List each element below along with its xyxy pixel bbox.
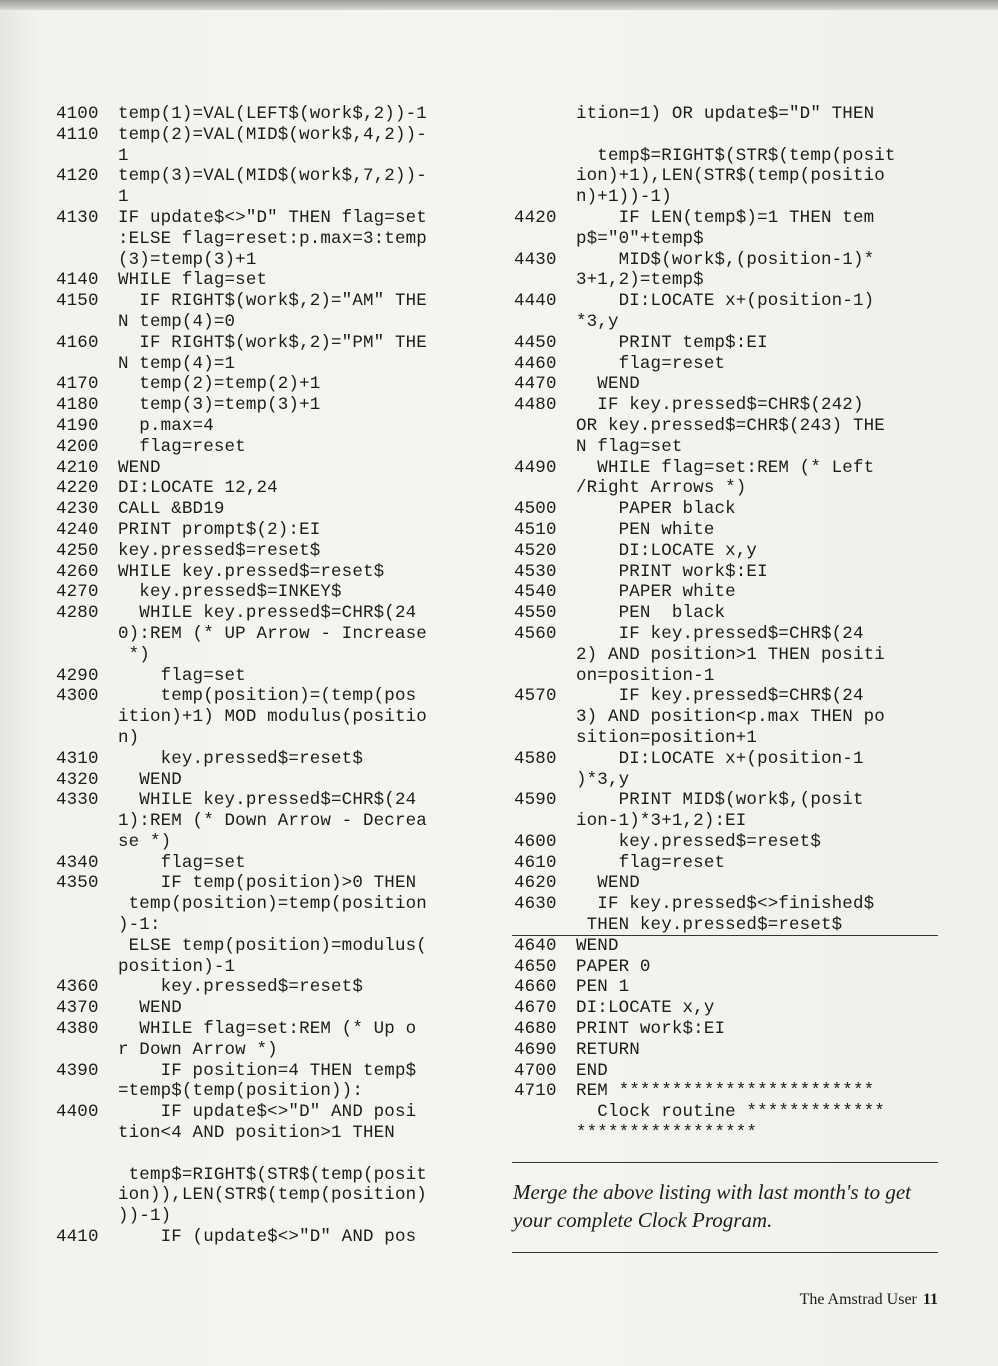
- code-line: [56, 1206, 486, 1227]
- line-number: 4670: [514, 998, 557, 1019]
- code-line: [56, 749, 486, 770]
- code-line: [56, 208, 486, 229]
- code-text: WHILE flag=set:REM (* Up o: [118, 1019, 417, 1040]
- code-line: [56, 645, 486, 666]
- code-line: [56, 270, 486, 291]
- code-line: [514, 790, 944, 811]
- line-number: 4210: [56, 457, 99, 478]
- line-number: 4590: [514, 790, 557, 811]
- code-text: 2) AND position>1 THEN positi: [576, 644, 885, 665]
- code-text: WHILE key.pressed$=reset$: [118, 561, 385, 582]
- code-text: 1: [118, 145, 129, 166]
- line-number: 4280: [56, 603, 99, 624]
- code-line: [514, 749, 944, 770]
- line-number: 4620: [514, 873, 557, 894]
- code-line: [514, 707, 944, 728]
- line-number: 4600: [514, 831, 557, 852]
- code-text: flag=reset: [576, 852, 726, 873]
- code-line: [514, 354, 944, 375]
- code-text: ))-1): [118, 1206, 172, 1227]
- code-line: [56, 977, 486, 998]
- code-line: [56, 1019, 486, 1040]
- code-line: [514, 312, 944, 333]
- code-line: [514, 873, 944, 894]
- code-line: [56, 707, 486, 728]
- line-number: 4450: [514, 332, 557, 353]
- code-text: IF (update$<>"D" AND pos: [118, 1227, 417, 1248]
- code-text: 0):REM (* UP Arrow - Increase: [118, 623, 427, 644]
- code-line: [514, 686, 944, 707]
- divider-rule-top: [512, 935, 938, 936]
- line-number: 4470: [514, 374, 557, 395]
- line-number: 4580: [514, 748, 557, 769]
- code-text: temp$=RIGHT$(STR$(temp(posit: [576, 145, 896, 166]
- code-text: IF update$<>"D" THEN flag=set: [118, 207, 427, 228]
- code-text: DI:LOCATE x,y: [576, 540, 758, 561]
- listing-left-column: [56, 104, 486, 1248]
- divider-rule-middle: [512, 1162, 938, 1163]
- code-text: OR key.pressed$=CHR$(243) THE: [576, 415, 885, 436]
- code-line: [56, 229, 486, 250]
- code-line: [514, 125, 944, 146]
- scan-top-edge: [0, 0, 998, 10]
- line-number: 4540: [514, 582, 557, 603]
- code-text: ition=1) OR update$="D" THEN: [576, 104, 875, 124]
- code-line: [56, 915, 486, 936]
- code-line: [56, 790, 486, 811]
- code-text: =temp$(temp(position)):: [118, 1081, 363, 1102]
- code-text: IF temp(position)>0 THEN: [118, 873, 417, 894]
- code-text: key.pressed$=reset$: [118, 977, 363, 998]
- line-number: 4610: [514, 852, 557, 873]
- code-line: [56, 582, 486, 603]
- code-line: [514, 499, 944, 520]
- code-text: 3) AND position<p.max THEN po: [576, 707, 885, 728]
- code-line: [514, 603, 944, 624]
- code-text: END: [576, 1060, 608, 1081]
- code-line: [514, 250, 944, 271]
- code-text: temp(3)=temp(3)+1: [118, 395, 321, 416]
- code-text: *): [118, 644, 150, 665]
- line-number: 4480: [514, 395, 557, 416]
- code-text: temp(2)=temp(2)+1: [118, 374, 321, 395]
- code-line: [514, 416, 944, 437]
- code-text: PAPER white: [576, 582, 736, 603]
- code-line: [56, 562, 486, 583]
- code-line: [514, 957, 944, 978]
- code-text: PRINT MID$(work$,(posit: [576, 790, 864, 811]
- line-number: 4250: [56, 540, 99, 561]
- code-text: PRINT prompt$(2):EI: [118, 519, 321, 540]
- code-line: [56, 1061, 486, 1082]
- code-line: [56, 354, 486, 375]
- line-number: 4240: [56, 519, 99, 540]
- code-text: CALL &BD19: [118, 499, 225, 520]
- code-line: [514, 208, 944, 229]
- code-text: IF LEN(temp$)=1 THEN tem: [576, 207, 875, 228]
- code-text: WHILE flag=set:REM (* Left: [576, 457, 875, 478]
- code-line: [56, 146, 486, 167]
- code-text: :ELSE flag=reset:p.max=3:temp: [118, 228, 427, 249]
- code-text: p.max=4: [118, 415, 214, 436]
- line-number: 4320: [56, 769, 99, 790]
- page-footer: [800, 1291, 938, 1309]
- code-text: key.pressed$=reset$: [576, 831, 821, 852]
- line-number: 4680: [514, 1019, 557, 1040]
- line-number: 4510: [514, 519, 557, 540]
- code-text: IF key.pressed$=CHR$(24: [576, 623, 864, 644]
- line-number: 4160: [56, 332, 99, 353]
- code-text: *3,y: [576, 311, 619, 332]
- code-line: [56, 1185, 486, 1206]
- line-number: 4390: [56, 1060, 99, 1081]
- code-line: [56, 478, 486, 499]
- code-line: [514, 582, 944, 603]
- code-line: [56, 437, 486, 458]
- line-number: 4270: [56, 582, 99, 603]
- code-text: flag=reset: [576, 353, 726, 374]
- line-number: 4440: [514, 291, 557, 312]
- code-text: temp(2)=VAL(MID$(work$,4,2))-: [118, 124, 427, 145]
- code-line: [514, 437, 944, 458]
- line-number: 4460: [514, 353, 557, 374]
- code-text: temp(position)=temp(position: [118, 894, 427, 915]
- line-number: 4200: [56, 436, 99, 457]
- code-line: [56, 291, 486, 312]
- code-text: DI:LOCATE x,y: [576, 998, 715, 1019]
- line-number: 4290: [56, 665, 99, 686]
- code-text: /Right Arrows *): [576, 478, 747, 499]
- line-number: 4170: [56, 374, 99, 395]
- line-number: 4380: [56, 1019, 99, 1040]
- line-number: 4230: [56, 499, 99, 520]
- code-text: N flag=set: [576, 436, 683, 457]
- divider-rule-bottom: [512, 1252, 938, 1253]
- code-text: ion-1)*3+1,2):EI: [576, 811, 747, 832]
- code-text: WHILE key.pressed$=CHR$(24: [118, 790, 417, 811]
- code-line: [56, 166, 486, 187]
- code-text: Clock routine *************: [576, 1102, 885, 1123]
- line-number: 4190: [56, 415, 99, 436]
- code-line: [514, 915, 944, 936]
- magazine-name: The Amstrad User: [799, 1291, 917, 1308]
- code-text: key.pressed$=reset$: [118, 748, 363, 769]
- code-text: WEND: [118, 457, 161, 478]
- line-number: 4550: [514, 603, 557, 624]
- code-text: PEN 1: [576, 977, 630, 998]
- line-number: 4350: [56, 873, 99, 894]
- line-number: 4410: [56, 1227, 99, 1248]
- code-line: [514, 291, 944, 312]
- line-number: 4340: [56, 852, 99, 873]
- line-number: 4260: [56, 561, 99, 582]
- code-line: [514, 270, 944, 291]
- code-line: [56, 1165, 486, 1186]
- code-line: [514, 894, 944, 915]
- line-number: 4130: [56, 207, 99, 228]
- code-line: [514, 520, 944, 541]
- line-number: 4310: [56, 748, 99, 769]
- code-line: [514, 187, 944, 208]
- code-text: WHILE flag=set: [118, 270, 268, 291]
- code-text: r Down Arrow *): [118, 1039, 278, 1060]
- code-text: n): [118, 727, 140, 748]
- code-line: [56, 499, 486, 520]
- line-number: 4120: [56, 166, 99, 187]
- code-text: IF key.pressed$=CHR$(242): [576, 395, 864, 416]
- code-text: DI:LOCATE x+(position-1): [576, 291, 875, 312]
- line-number: 4560: [514, 623, 557, 644]
- code-text: 1):REM (* Down Arrow - Decrea: [118, 811, 427, 832]
- code-line: [56, 416, 486, 437]
- code-text: IF position=4 THEN temp$: [118, 1060, 417, 1081]
- code-line: [56, 666, 486, 687]
- code-line: [514, 853, 944, 874]
- code-line: [514, 624, 944, 645]
- code-line: [56, 104, 486, 125]
- line-number: 4300: [56, 686, 99, 707]
- line-number: 4630: [514, 894, 557, 915]
- code-text: PRINT temp$:EI: [576, 332, 768, 353]
- code-line: [56, 936, 486, 957]
- code-text: WEND: [118, 769, 182, 790]
- code-line: [56, 873, 486, 894]
- code-line: [56, 853, 486, 874]
- code-line: [56, 458, 486, 479]
- code-text: IF RIGHT$(work$,2)="PM" THE: [118, 332, 427, 353]
- line-number: 4570: [514, 686, 557, 707]
- code-line: [56, 811, 486, 832]
- code-text: )-1:: [118, 915, 161, 936]
- line-number: 4520: [514, 540, 557, 561]
- line-number: 4360: [56, 977, 99, 998]
- line-number: 4660: [514, 977, 557, 998]
- code-line: [56, 374, 486, 395]
- code-line: [56, 187, 486, 208]
- code-line: [56, 624, 486, 645]
- code-line: [56, 395, 486, 416]
- code-text: IF update$<>"D" AND posi: [118, 1102, 417, 1123]
- code-line: [514, 666, 944, 687]
- code-line: [514, 1061, 944, 1082]
- code-line: [56, 250, 486, 271]
- line-number: 4700: [514, 1060, 557, 1081]
- code-line: [56, 728, 486, 749]
- code-line: [56, 770, 486, 791]
- code-text: ion)+1),LEN(STR$(temp(positio: [576, 166, 885, 187]
- code-line: [514, 936, 944, 957]
- code-text: PRINT work$:EI: [576, 561, 768, 582]
- code-line: [56, 998, 486, 1019]
- code-line: [514, 1019, 944, 1040]
- code-text: PRINT work$:EI: [576, 1019, 726, 1040]
- code-text: temp(position)=(temp(pos: [118, 686, 417, 707]
- line-number: 4110: [56, 124, 99, 145]
- code-line: [56, 957, 486, 978]
- code-line: [56, 832, 486, 853]
- code-line: [56, 125, 486, 146]
- code-line: [514, 146, 944, 167]
- code-line: [514, 229, 944, 250]
- code-text: (3)=temp(3)+1: [118, 249, 257, 270]
- code-line: [56, 1227, 486, 1248]
- code-text: )*3,y: [576, 769, 630, 790]
- code-line: [514, 478, 944, 499]
- code-line: [514, 728, 944, 749]
- code-text: MID$(work$,(position-1)*: [576, 249, 875, 270]
- code-text: ition)+1) MOD modulus(positio: [118, 707, 427, 728]
- code-line: [514, 770, 944, 791]
- line-number: 4500: [514, 499, 557, 520]
- line-number: 4330: [56, 790, 99, 811]
- code-line: [56, 894, 486, 915]
- code-line: [514, 1102, 944, 1123]
- line-number: 4640: [514, 935, 557, 956]
- code-text: flag=set: [118, 852, 246, 873]
- line-number: 4420: [514, 207, 557, 228]
- code-line: [56, 686, 486, 707]
- line-number: 4180: [56, 395, 99, 416]
- page-number: 11: [922, 1291, 938, 1308]
- code-line: [514, 832, 944, 853]
- code-text: flag=set: [118, 665, 246, 686]
- code-text: flag=reset: [118, 436, 246, 457]
- code-text: se *): [118, 831, 172, 852]
- code-line: [514, 541, 944, 562]
- line-number: 4490: [514, 457, 557, 478]
- code-text: PEN white: [576, 519, 715, 540]
- code-text: IF RIGHT$(work$,2)="AM" THE: [118, 291, 427, 312]
- code-text: temp(3)=VAL(MID$(work$,7,2))-: [118, 166, 427, 187]
- code-text: PEN black: [576, 603, 726, 624]
- code-text: IF key.pressed$<>finished$: [576, 894, 875, 915]
- code-text: WHILE key.pressed$=CHR$(24: [118, 603, 417, 624]
- line-number: 4650: [514, 956, 557, 977]
- code-text: DI:LOCATE x+(position-1: [576, 748, 864, 769]
- code-text: sition=position+1: [576, 727, 758, 748]
- code-text: REM ************************: [576, 1081, 875, 1102]
- code-text: DI:LOCATE 12,24: [118, 478, 278, 499]
- line-number: 4400: [56, 1102, 99, 1123]
- code-text: PAPER black: [576, 499, 736, 520]
- line-number: 4430: [514, 249, 557, 270]
- line-number: 4530: [514, 561, 557, 582]
- code-text: *****************: [576, 1123, 758, 1144]
- code-text: key.pressed$=reset$: [118, 540, 321, 561]
- code-line: [514, 395, 944, 416]
- code-line: [514, 333, 944, 354]
- code-text: N temp(4)=0: [118, 311, 236, 332]
- merge-note: Merge the above listing with last month's to get your complete Clock Program.: [513, 1180, 912, 1232]
- code-text: WEND: [576, 374, 640, 395]
- code-line: [514, 562, 944, 583]
- code-text: WEND: [576, 935, 619, 956]
- code-text: THEN key.pressed$=reset$: [576, 915, 843, 936]
- code-text: WEND: [576, 873, 640, 894]
- code-line: [56, 333, 486, 354]
- code-line: [514, 811, 944, 832]
- code-text: temp(1)=VAL(LEFT$(work$,2))-1: [118, 104, 427, 124]
- code-line: [56, 1123, 486, 1144]
- code-text: ELSE temp(position)=modulus(: [118, 935, 427, 956]
- code-text: tion<4 AND position>1 THEN: [118, 1123, 395, 1144]
- code-text: IF key.pressed$=CHR$(24: [576, 686, 864, 707]
- code-line: [514, 1081, 944, 1102]
- line-number: 4710: [514, 1081, 557, 1102]
- listing-right-column: [514, 104, 944, 1144]
- line-number: 4370: [56, 998, 99, 1019]
- code-line: [514, 458, 944, 479]
- code-line: [514, 977, 944, 998]
- code-text: 3+1,2)=temp$: [576, 270, 704, 291]
- line-number: 4150: [56, 291, 99, 312]
- code-text: WEND: [118, 998, 182, 1019]
- code-line: [514, 166, 944, 187]
- code-line: [514, 104, 944, 125]
- code-line: [514, 374, 944, 395]
- code-text: key.pressed$=INKEY$: [118, 582, 342, 603]
- code-line: [514, 998, 944, 1019]
- code-line: [56, 1102, 486, 1123]
- code-line: [514, 645, 944, 666]
- code-text: N temp(4)=1: [118, 353, 236, 374]
- line-number: 4100: [56, 104, 99, 124]
- code-text: PAPER 0: [576, 956, 651, 977]
- code-line: [514, 1040, 944, 1061]
- line-number: 4220: [56, 478, 99, 499]
- code-text: p$="0"+temp$: [576, 228, 704, 249]
- code-text: 1: [118, 187, 129, 208]
- code-text: position)-1: [118, 956, 236, 977]
- code-line: [56, 1144, 486, 1165]
- code-line: [56, 1081, 486, 1102]
- code-line: [56, 312, 486, 333]
- line-number: 4690: [514, 1039, 557, 1060]
- code-line: [56, 1040, 486, 1061]
- code-text: on=position-1: [576, 665, 715, 686]
- code-line: [56, 520, 486, 541]
- line-number: 4140: [56, 270, 99, 291]
- code-text: temp$=RIGHT$(STR$(temp(posit: [118, 1164, 427, 1185]
- code-text: RETURN: [576, 1039, 640, 1060]
- code-line: [514, 1123, 944, 1144]
- code-line: [56, 541, 486, 562]
- code-text: ion)),LEN(STR$(temp(position): [118, 1185, 427, 1206]
- code-line: [56, 603, 486, 624]
- code-text: n)+1))-1): [576, 187, 672, 208]
